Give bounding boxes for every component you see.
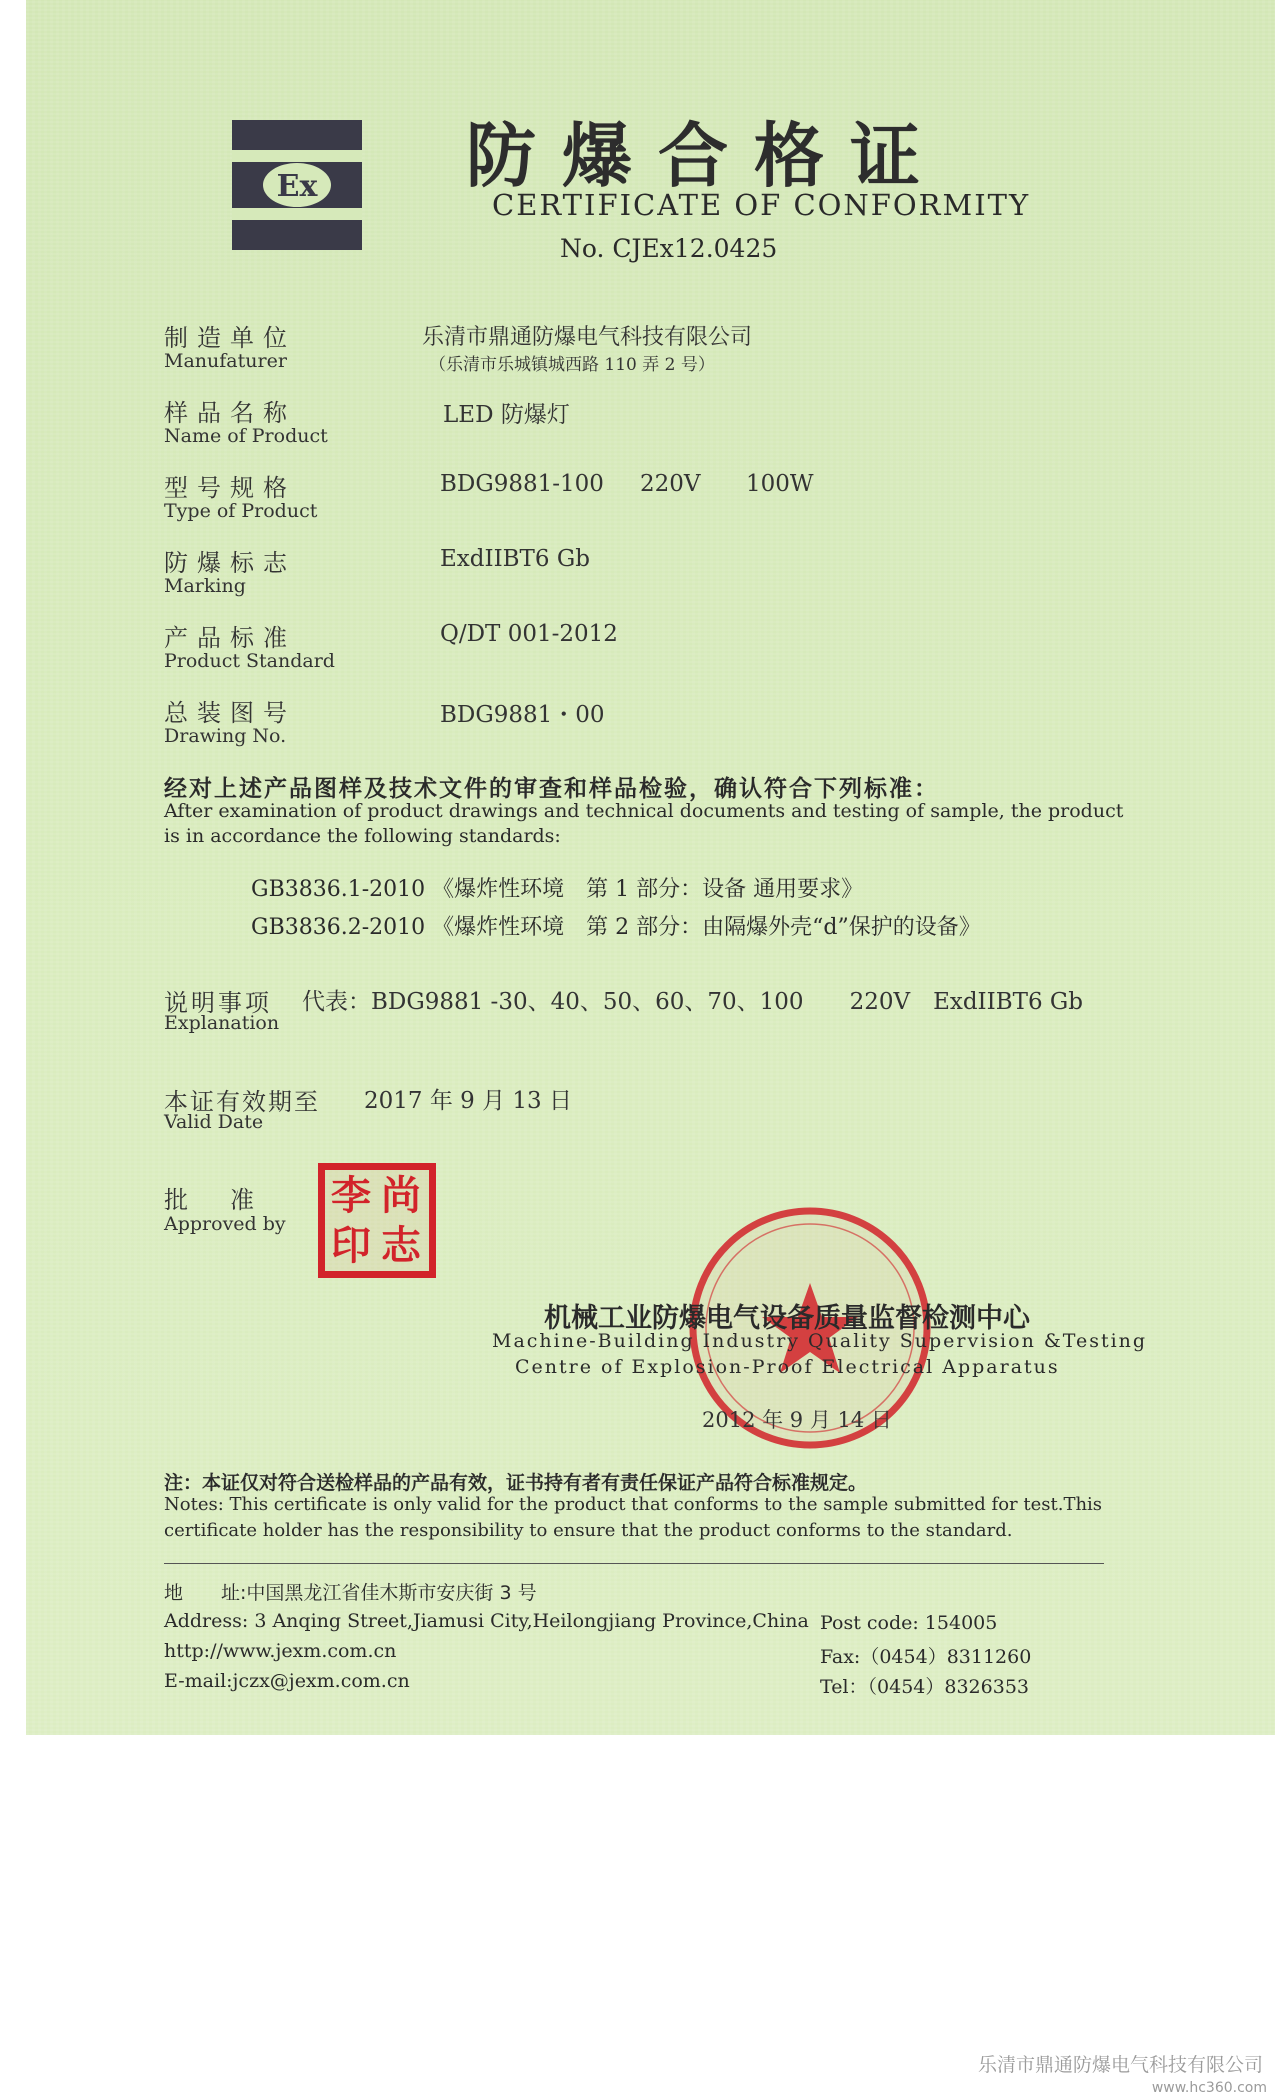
notes-en: certificate holder has the responsibility to ensure that the product conforms to the standard. (164, 1520, 1013, 1541)
field-label-cn: 型号规格 (164, 474, 296, 502)
drawing-number-value: BDG9881・00 (440, 702, 605, 728)
field-label-en: Manufaturer (164, 350, 287, 372)
centre-name-cn: 机械工业防爆电气设备质量监督检测中心 (544, 1303, 1030, 1334)
manufacturer-address: （乐清市乐城镇城西路 110 弄 2 号） (429, 355, 715, 375)
field-label-en: Product Standard (164, 650, 335, 672)
company-watermark: 乐清市鼎通防爆电气科技有限公司 (977, 2054, 1263, 2076)
issue-date: 2012 年 9 月 14 日 (702, 1408, 892, 1432)
standards-heading-en: is in accordance the following standards: (164, 825, 561, 847)
certificate-number: No. CJEx12.0425 (560, 234, 778, 263)
notes-en: Notes: This certificate is only valid for the product that conforms to the sample submitted for test.This (164, 1494, 1103, 1515)
field-label-cn: 制造单位 (164, 324, 296, 352)
website-link[interactable]: http://www.jexm.com.cn (164, 1640, 397, 1662)
field-label-cn: 防爆标志 (164, 549, 296, 577)
manufacturer-value: 乐清市鼎通防爆电气科技有限公司 (422, 325, 753, 350)
certificate-paper (26, 0, 1275, 1735)
explanation-label-en: Explanation (164, 1012, 280, 1034)
valid-date-value: 2017 年 9 月 13 日 (364, 1088, 572, 1114)
field-label-en: Drawing No. (164, 725, 287, 747)
centre-name-en: Machine-Building Industry Quality Supervision &Testing (492, 1330, 1148, 1352)
notes-cn: 注：本证仅对符合送检样品的产品有效，证书持有者有责任保证产品符合标准规定。 (164, 1472, 868, 1494)
svg-text:Ex: Ex (276, 169, 318, 204)
standard-item: GB3836.1-2010 《爆炸性环境 第 1 部分：设备 通用要求》 (251, 877, 864, 902)
address-en: Address: 3 Anqing Street,Jiamusi City,Heilongjiang Province,China (164, 1610, 809, 1632)
field-label-cn: 产品标准 (164, 624, 296, 652)
product-voltage-value: 220V (640, 471, 701, 497)
approval-seal: 尚 志 李 印 (318, 1163, 436, 1278)
title-cn: 防爆合格证 (466, 115, 946, 197)
post-code: Post code: 154005 (820, 1612, 998, 1634)
field-label-en: Name of Product (164, 425, 328, 447)
email-link[interactable]: E-mail:jczx@jexm.com.cn (164, 1670, 410, 1692)
standard-item: GB3836.2-2010 《爆炸性环境 第 2 部分：由隔爆外壳“d”保护的设备》 (251, 915, 981, 940)
standards-heading-en: After examination of product drawings and technical documents and testing of sample, the product (164, 800, 1124, 822)
explanation-value: 代表：BDG9881 -30、40、50、60、70、100 220V ExdIIBT6 Gb (302, 989, 1084, 1015)
address-cn: 地 址:中国黑龙江省佳木斯市安庆街 3 号 (164, 1582, 537, 1604)
valid-date-label-en: Valid Date (164, 1111, 264, 1133)
site-watermark: www.hc360.com (1151, 2080, 1267, 2096)
field-label-cn: 总装图号 (164, 699, 296, 727)
title-en: CERTIFICATE OF CONFORMITY (492, 188, 1031, 222)
fax: Fax:（0454）8311260 (820, 1646, 1032, 1668)
marking-value: ExdIIBT6 Gb (440, 546, 590, 572)
field-label-en: Marking (164, 575, 246, 597)
tel: Tel：（0454）8326353 (820, 1676, 1029, 1698)
centre-name-en: Centre of Explosion-Proof Electrical Apparatus (515, 1356, 1060, 1378)
product-power-value: 100W (746, 471, 814, 497)
approved-label-cn: 批 准 (164, 1186, 263, 1214)
ex-logo-icon (232, 120, 362, 250)
explanation-label-cn: 说明事项 (164, 989, 272, 1017)
approved-label-en: Approved by (164, 1213, 286, 1235)
valid-date-label-cn: 本证有效期至 (164, 1088, 320, 1116)
product-name-value: LED 防爆灯 (443, 402, 570, 428)
product-type-value: BDG9881-100 (440, 471, 604, 497)
footer-divider (164, 1563, 1104, 1564)
field-label-cn: 样品名称 (164, 399, 296, 427)
standards-heading: 经对上述产品图样及技术文件的审查和样品检验，确认符合下列标准： (164, 776, 939, 802)
product-standard-value: Q/DT 001-2012 (440, 621, 618, 647)
field-label-en: Type of Product (164, 500, 318, 522)
